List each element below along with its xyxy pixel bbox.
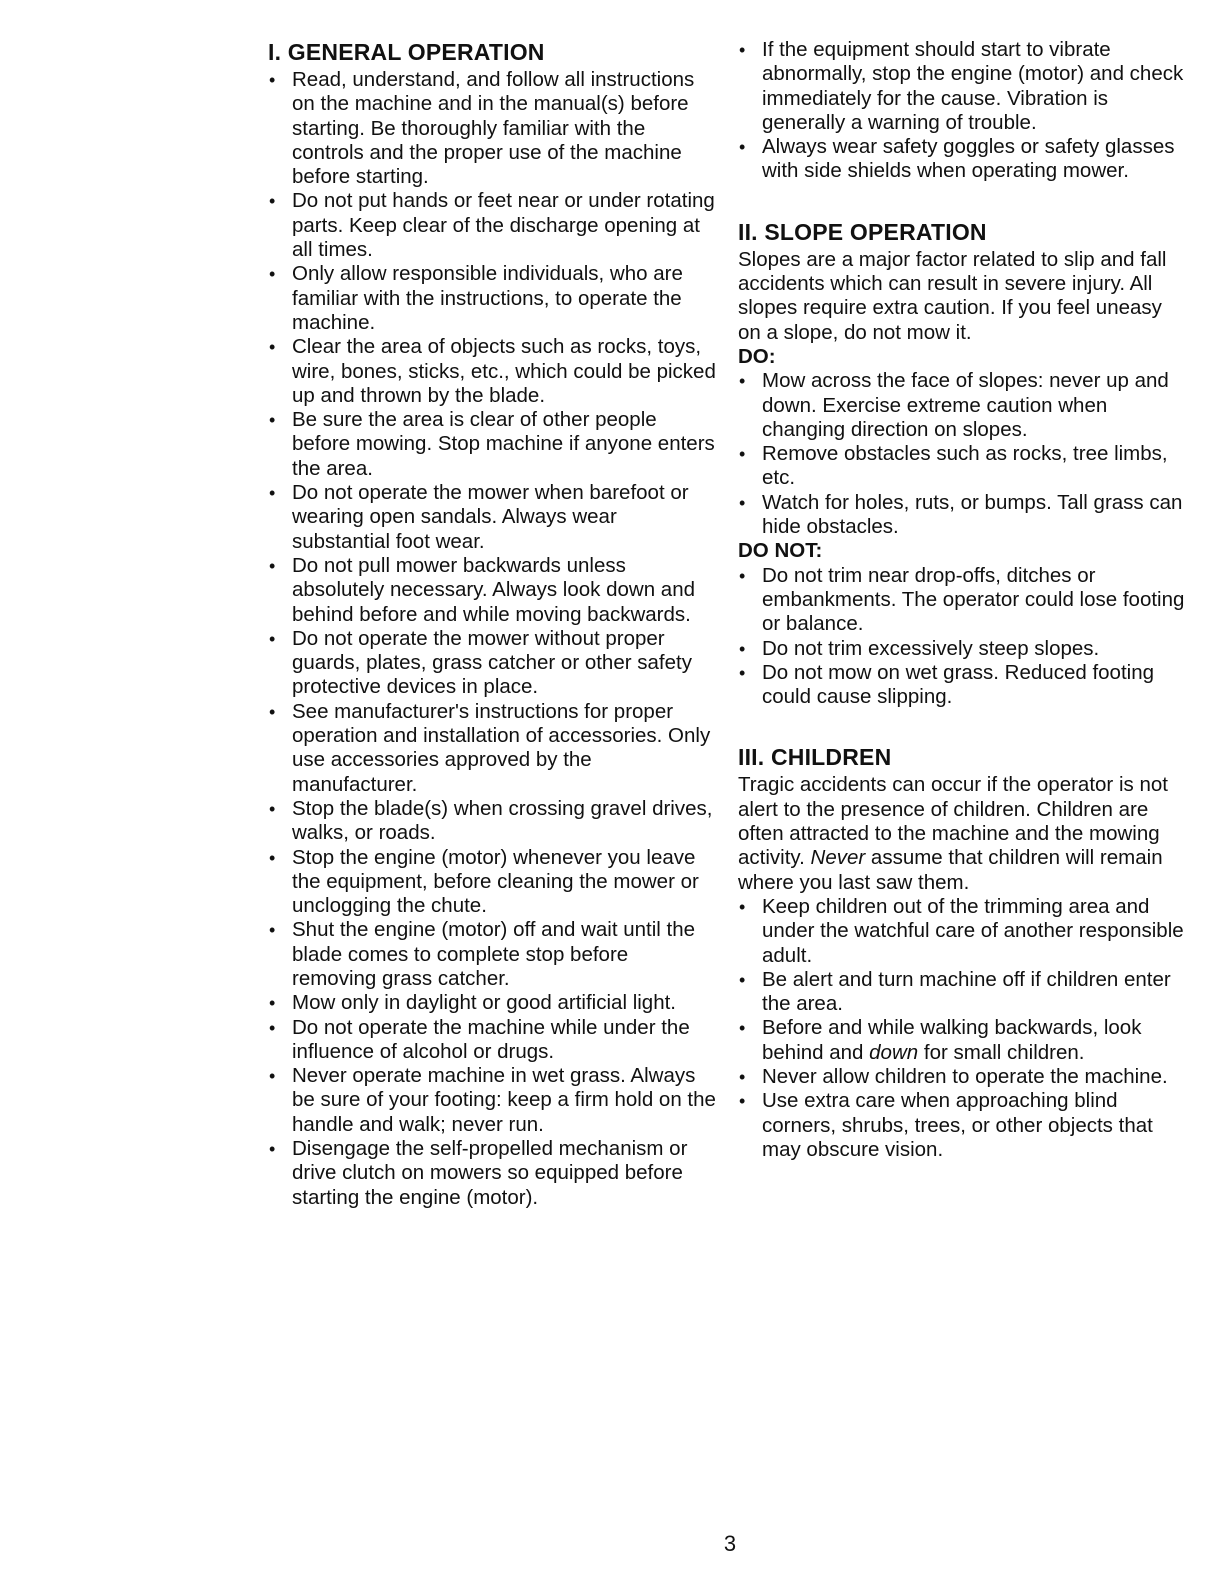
list-item: • Never allow children to operate the machine. (738, 1065, 1188, 1089)
slope-intro: Slopes are a major factor related to slip and fall accidents which can result in severe injury. All slopes require extra caution. If you feel uneasy on a slope, do not mow it. (738, 247, 1167, 344)
list-item: • Always wear safety goggles or safety glasses with side shields when operating mower. (738, 135, 1188, 184)
list-item: • Watch for holes, ruts, or bumps. Tall grass can hide obstacles. (738, 491, 1188, 540)
children-list (738, 895, 1188, 1162)
item-down: down (869, 1040, 919, 1064)
do-not-list (738, 564, 1188, 710)
list-item: • Do not trim excessively steep slopes. (738, 637, 1188, 661)
left-column (268, 38, 718, 1244)
list-item: • Be sure the area is clear of other people before mowing. Stop machine if anyone enters the area. (268, 408, 718, 481)
list-item: • See manufacturer's instructions for proper operation and installation of accessories. Only use accessories approved by the manufacturer. (268, 700, 718, 797)
list-item (738, 1016, 1188, 1065)
list-item: • Disengage the self-propelled mechanism or drive clutch on mowers so equipped before starting the engine (motor). (268, 1137, 718, 1210)
list-item: • Stop the blade(s) when crossing gravel drives, walks, or roads. (268, 797, 718, 846)
list-item: • Stop the engine (motor) whenever you leave the equipment, before cleaning the mower or unclogging the chute. (268, 846, 718, 919)
children-heading: III. CHILDREN (738, 744, 892, 771)
list-item: • Read, understand, and follow all instructions on the machine and in the manual(s) before starting. Be thoroughly familiar with the controls and the proper use of the machine before starting. (268, 68, 718, 189)
general-operation-continued (738, 38, 1188, 184)
children-intro (738, 773, 1188, 894)
children-section (738, 743, 1188, 1162)
list-item: • If the equipment should start to vibrate abnormally, stop the engine (motor) and check immediately for the cause. Vibration is generally a warning of trouble. (738, 38, 1188, 135)
slope-operation-section (738, 218, 1188, 710)
list-item: • Only allow responsible individuals, who are familiar with the instructions, to operate the machine. (268, 262, 718, 335)
list-item: • Do not operate the machine while under the influence of alcohol or drugs. (268, 1016, 718, 1065)
list-item: • Do not trim near drop-offs, ditches or embankments. The operator could lose footing or balance. (738, 564, 1188, 637)
do-label: DO: (738, 344, 776, 368)
list-item: • Mow only in daylight or good artificial light. (268, 991, 718, 1015)
list-item: • Do not operate the mower without proper guards, plates, grass catcher or other safety protective devices in place. (268, 627, 718, 700)
list-item: • Shut the engine (motor) off and wait until the blade comes to complete stop before removing grass catcher. (268, 918, 718, 991)
item-part-a: Before and while walking backwards, look behind and (762, 1016, 1142, 1064)
do-list (738, 369, 1188, 539)
slope-operation-heading: II. SLOPE OPERATION (738, 218, 987, 245)
list-item: • Do not put hands or feet near or under rotating parts. Keep clear of the discharge opening at all times. (268, 189, 718, 262)
list-item: • Mow across the face of slopes: never up and down. Exercise extreme caution when changing direction on slopes. (738, 369, 1188, 442)
page-number: 3 (723, 1531, 737, 1556)
general-operation-list (268, 68, 718, 1210)
right-column (738, 38, 1188, 1196)
list-item: • Be alert and turn machine off if children enter the area. (738, 968, 1188, 1017)
list-item: • Do not operate the mower when barefoot or wearing open sandals. Always wear substantial foot wear. (268, 481, 718, 554)
general-operation-section (268, 38, 718, 1210)
children-intro-never: Never (810, 846, 866, 870)
item-part-b: for small children. (918, 1040, 1085, 1064)
children-intro-part-b: assume that children will remain where you last saw them. (738, 846, 1163, 894)
list-item: • Use extra care when approaching blind corners, shrubs, trees, or other objects that may obscure vision. (738, 1089, 1188, 1162)
list-item: • Do not pull mower backwards unless absolutely necessary. Always look down and behind before and while moving backwards. (268, 554, 718, 627)
list-item: • Do not mow on wet grass. Reduced footing could cause slipping. (738, 661, 1188, 710)
list-item: • Remove obstacles such as rocks, tree limbs, etc. (738, 442, 1188, 491)
list-item: • Never operate machine in wet grass. Always be sure of your footing: keep a firm hold on the handle and walk; never run. (268, 1064, 718, 1137)
do-not-label: DO NOT: (738, 539, 823, 563)
general-operation-heading: I. GENERAL OPERATION (268, 39, 545, 65)
children-intro-part-a: Tragic accidents can occur if the operator is not alert to the presence of children. Children are often attracted to the machine and the mowing activity. (738, 773, 1168, 870)
list-item: • Clear the area of objects such as rocks, toys, wire, bones, sticks, etc., which could be picked up and thrown by the blade. (268, 335, 718, 408)
list-item: • Keep children out of the trimming area and under the watchful care of another responsible adult. (738, 895, 1188, 968)
general-operation-list-continued (738, 38, 1188, 184)
